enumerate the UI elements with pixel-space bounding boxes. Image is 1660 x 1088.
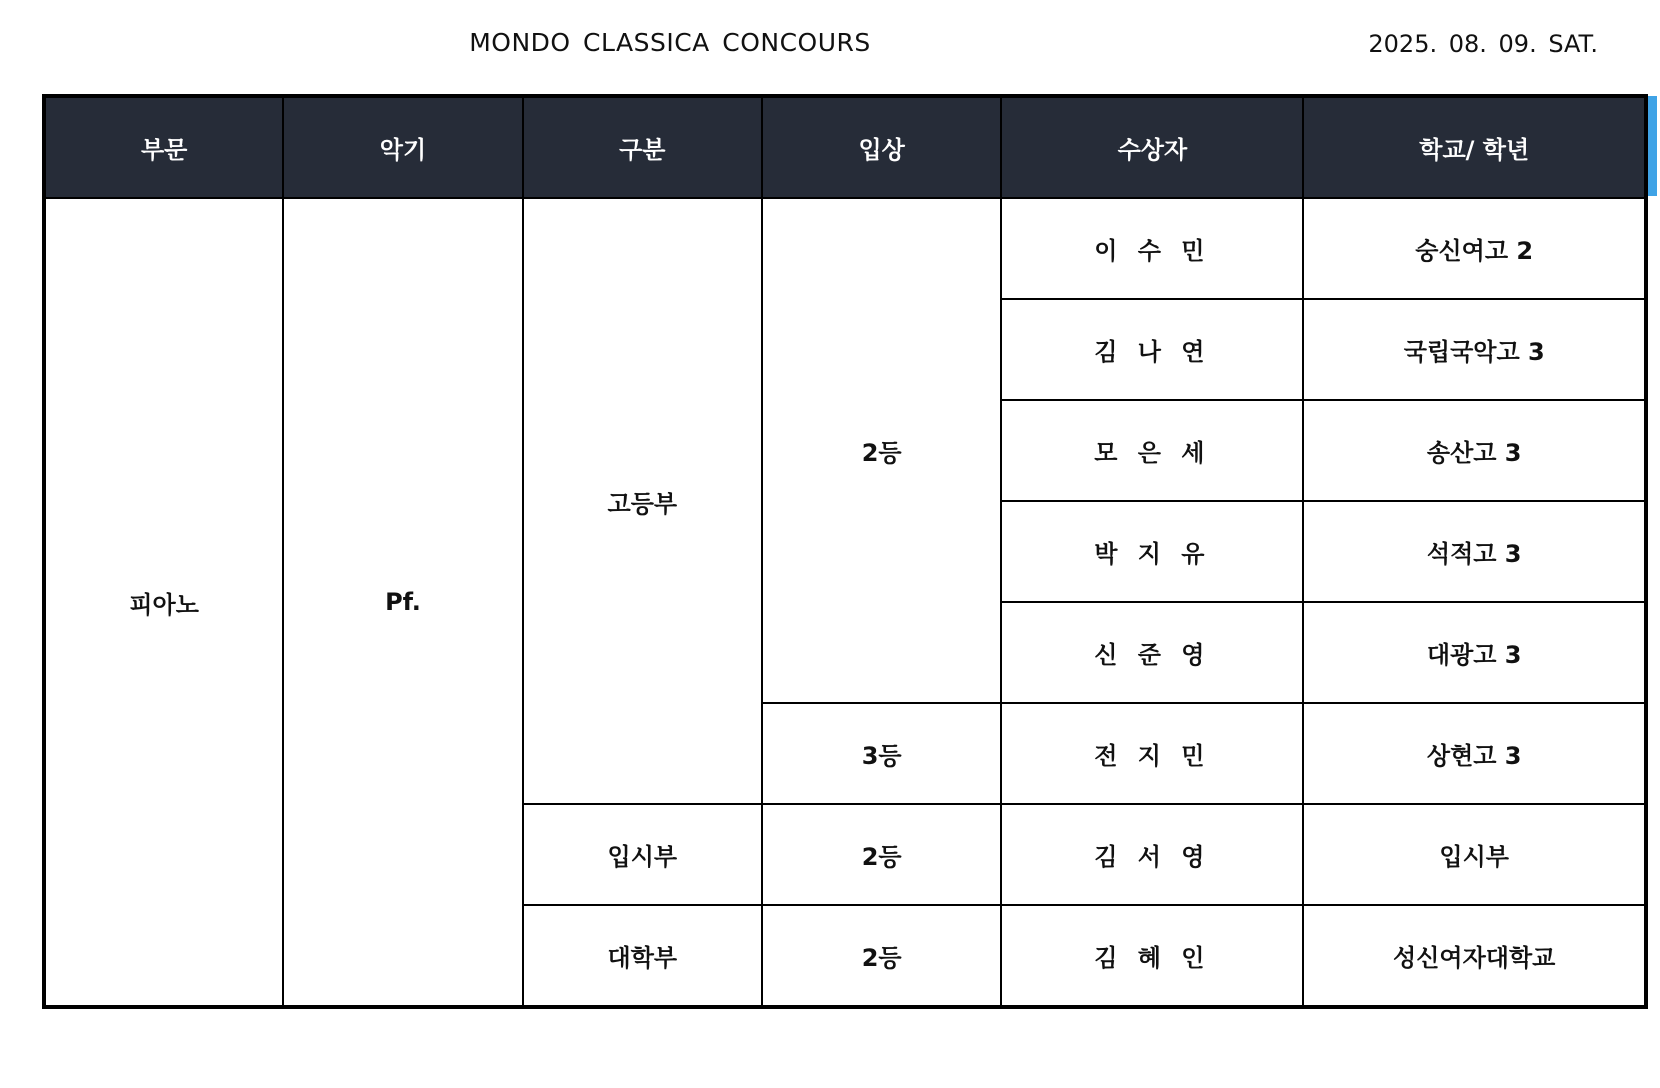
school-cell: 대광고 3 (1303, 602, 1646, 703)
accent-bar (1648, 96, 1657, 196)
winner-name-cell: 모 은 세 (1001, 400, 1303, 501)
school-cell: 성신여자대학교 (1303, 905, 1646, 1007)
table-header-row (44, 96, 1646, 198)
school-cell: 입시부 (1303, 804, 1646, 905)
table-row (44, 198, 1646, 299)
school-cell: 국립국악고 3 (1303, 299, 1646, 400)
school-cell: 숭신여고 2 (1303, 198, 1646, 299)
winner-name-cell: 김 혜 인 (1001, 905, 1303, 1007)
rank-cell: 3등 (762, 703, 1001, 804)
column-header-school-grade: 학교/ 학년 (1303, 96, 1646, 198)
rank-cell: 2등 (762, 905, 1001, 1007)
page-title: MONDO CLASSICA CONCOURS (469, 28, 871, 57)
winner-name-cell: 김 서 영 (1001, 804, 1303, 905)
column-header-rank: 입상 (762, 96, 1001, 198)
instrument-cell: Pf. (283, 198, 522, 1007)
category-cell: 대학부 (523, 905, 762, 1007)
event-date: 2025. 08. 09. SAT. (1368, 30, 1598, 58)
winner-name-cell: 신 준 영 (1001, 602, 1303, 703)
column-header-winner: 수상자 (1001, 96, 1303, 198)
category-cell: 입시부 (523, 804, 762, 905)
winner-name-cell: 김 나 연 (1001, 299, 1303, 400)
category-cell: 고등부 (523, 198, 762, 804)
division-cell: 피아노 (44, 198, 283, 1007)
school-cell: 석적고 3 (1303, 501, 1646, 602)
rank-cell: 2등 (762, 804, 1001, 905)
awards-table (42, 94, 1648, 1009)
school-cell: 송산고 3 (1303, 400, 1646, 501)
winner-name-cell: 이 수 민 (1001, 198, 1303, 299)
rank-cell: 2등 (762, 198, 1001, 703)
page-header (0, 0, 1660, 90)
winner-name-cell: 전 지 민 (1001, 703, 1303, 804)
school-cell: 상현고 3 (1303, 703, 1646, 804)
winner-name-cell: 박 지 유 (1001, 501, 1303, 602)
column-header-instrument: 악기 (283, 96, 522, 198)
column-header-division: 부문 (44, 96, 283, 198)
column-header-category: 구분 (523, 96, 762, 198)
